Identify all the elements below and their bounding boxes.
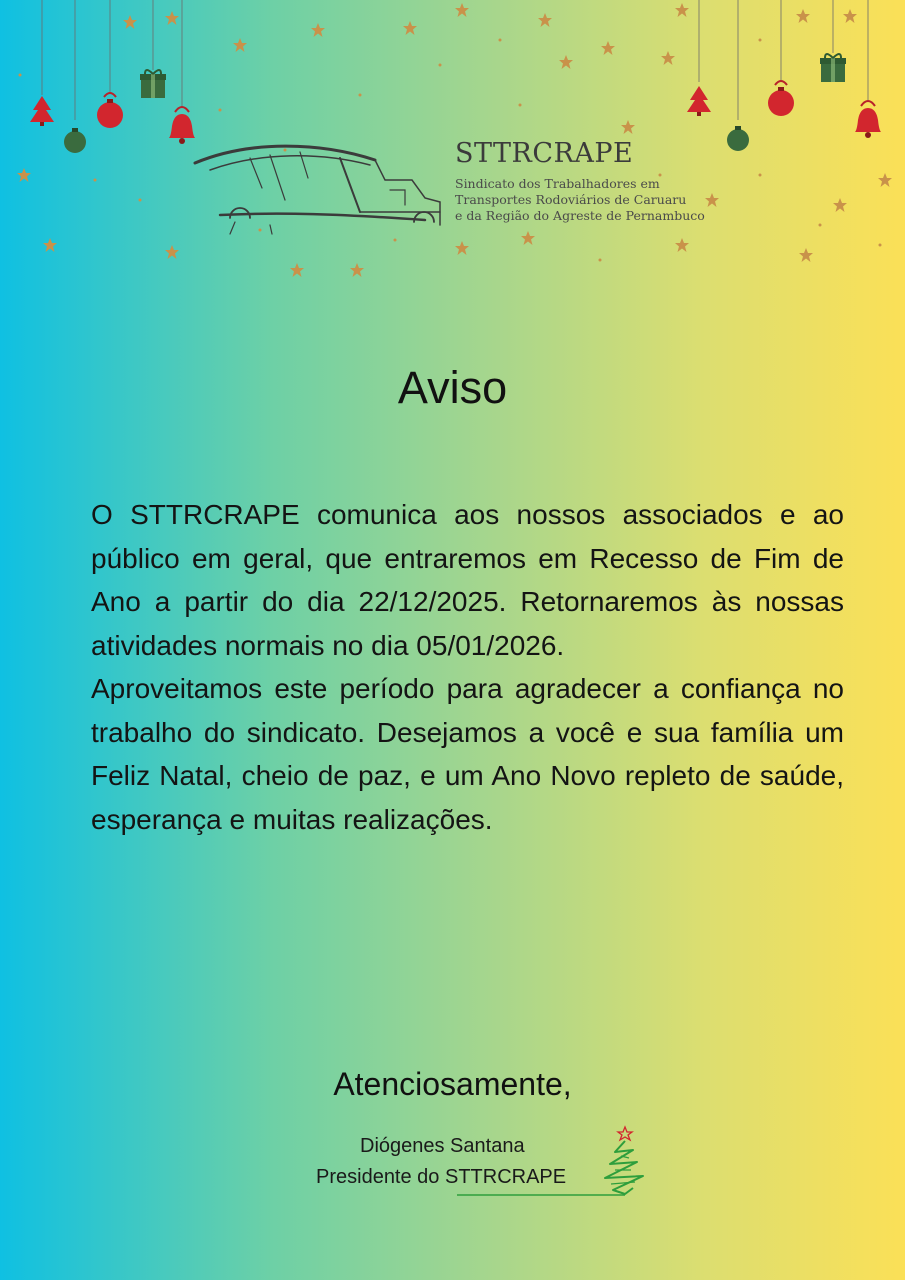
sttrcrape-logo (190, 130, 750, 240)
christmas-tree-signature-icon (455, 1124, 650, 1199)
logo-subtitle-line: Transportes Rodoviários de Caruaru (455, 192, 687, 207)
notice-title: Aviso (397, 362, 508, 413)
notice-paragraph: Aproveitamos este período para agradecer a confiança no trabalho do sindicato. Desejamos a você e sua família um Feliz Natal, cheio de paz, e um Ano Novo repleto de saúde, esperança e muitas realizações. (91, 673, 844, 835)
notice-paragraph: O STTRCRAPE comunica aos nossos associados e ao público em geral, que entraremos em Recesso de Fim de Ano a partir do dia 22/12/2025. Retornaremos às nossas atividades normais no dia 05/01/2026. (91, 499, 844, 661)
signature-role: Presidente do STTRCRAPE (316, 1166, 567, 1188)
closing-text: Atenciosamente, (333, 1066, 572, 1102)
logo-subtitle-line: e da Região do Agreste de Pernambuco (455, 208, 705, 223)
logo-subtitle-line: Sindicato dos Trabalhadores em (455, 176, 660, 191)
signature-name: Diógenes Santana (360, 1135, 525, 1157)
notice-body (91, 493, 844, 841)
bus-icon (190, 130, 445, 240)
logo-title: STTRCRAPE (455, 138, 634, 169)
